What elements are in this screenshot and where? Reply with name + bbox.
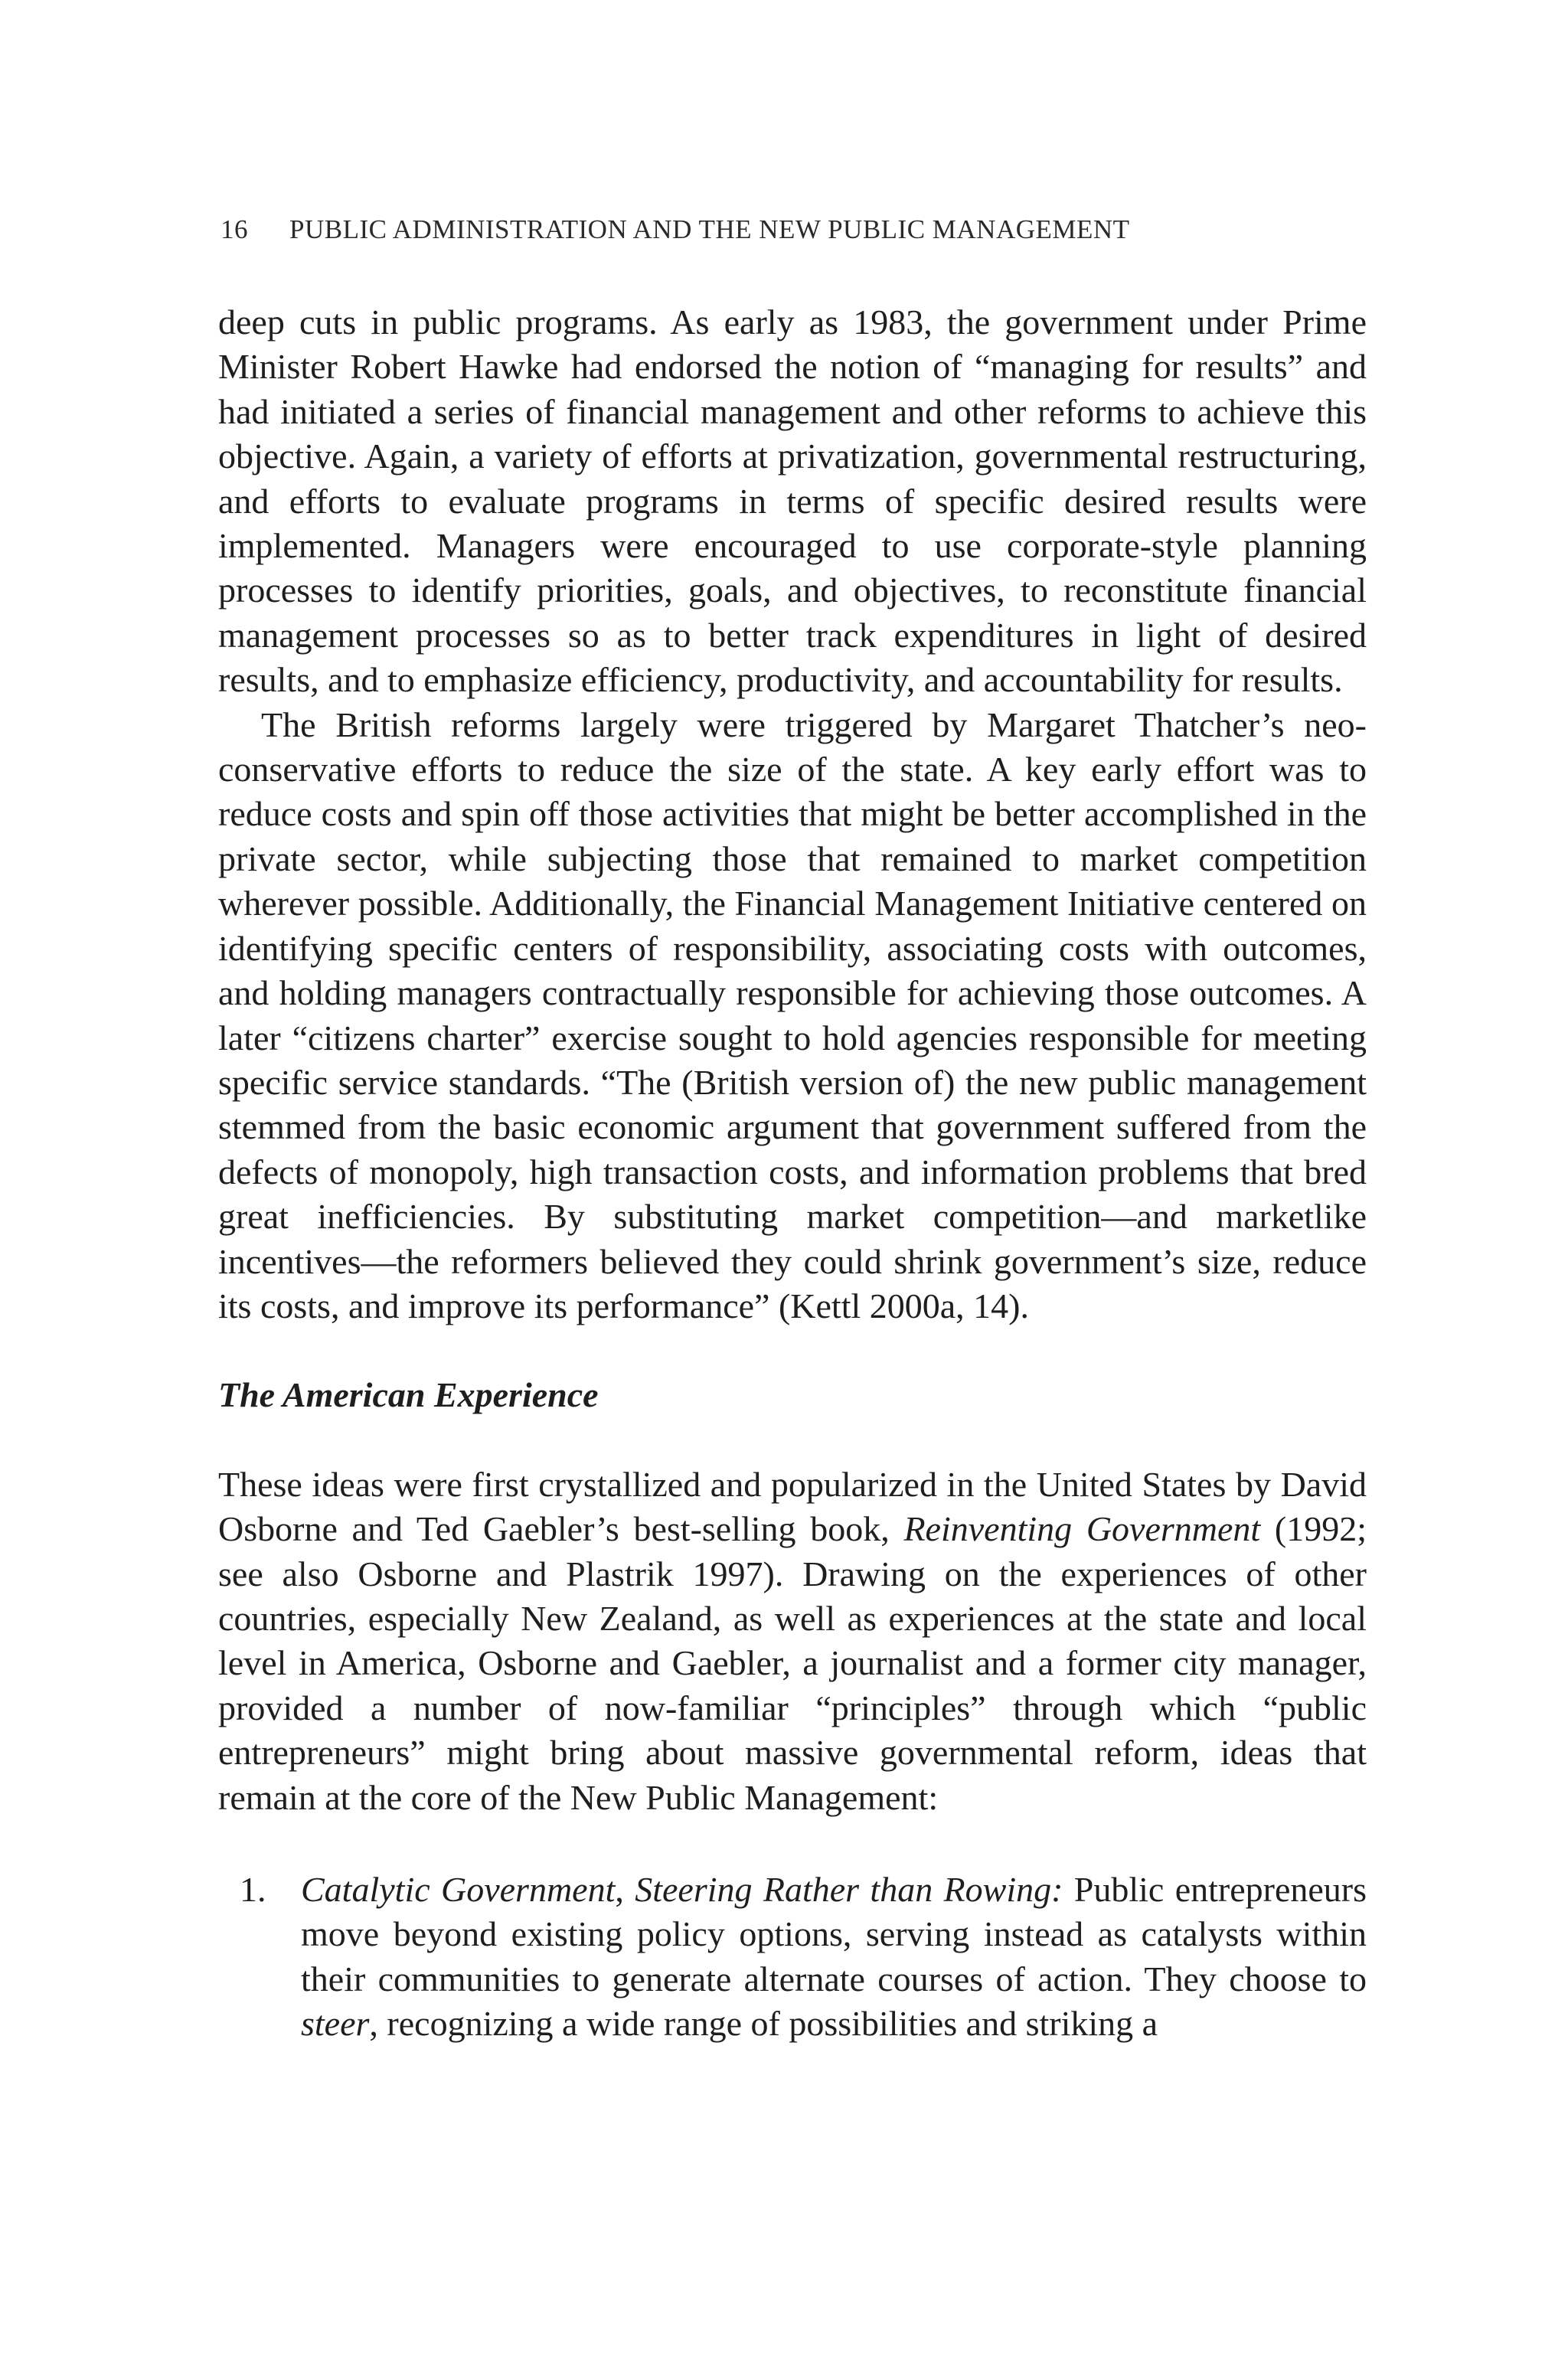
principle-description: Public entrepreneurs move beyond existing policy options, serving instead as catalysts within their communities to generate alternate courses of action. They choose to: [301, 1870, 1367, 1998]
body-text: [218, 300, 1367, 2047]
paragraph-text: (1992; see also Osborne and Plastrik 1997). Drawing on the experiences of other countries, especially New Zealand, as well as experiences at the state and local level in America, Osborne and Gaebler, a journalist and a former city manager, provided a number of now-familiar “principles” through which “public entrepreneurs” might bring about massive governmental reform, ideas that remain at the core of the New Public Management:: [218, 1509, 1367, 1817]
principle-text: [301, 1868, 1367, 2047]
principles-list: [218, 1868, 1367, 2047]
paragraph-australian-reforms: deep cuts in public programs. As early as 1983, the government under Prime Minister Robert Hawke had endorsed the notion of “managing for results” and had initiated a series of financial management and other reforms to achieve this objective. Again, a variety of efforts at privatization, governmental restructuring, and efforts to evaluate programs in terms of specific desired results were implemented. Managers were encouraged to use corporate-style planning processes to identify priorities, goals, and objectives, to reconstitute financial management processes so as to better track expenditures in light of desired results, and to emphasize efficiency, productivity, and accountability for results.: [218, 302, 1367, 700]
running-title: PUBLIC ADMINISTRATION AND THE NEW PUBLIC MANAGEMENT: [289, 214, 1130, 244]
principle-title: Catalytic Government: [301, 1870, 616, 1909]
page-number: 16: [220, 214, 248, 244]
book-title: Reinventing Government: [903, 1509, 1261, 1549]
paragraph-american-experience: [218, 1462, 1367, 1820]
list-number: 1.: [240, 1870, 266, 1909]
running-head: [220, 213, 1369, 247]
title-separator: ,: [615, 1870, 635, 1909]
principle-item: [218, 1868, 1367, 2047]
paragraph-british-reforms: The British reforms largely were triggered by Margaret Thatcher’s neoconservative efforts to reduce the size of the state. A key early effort was to reduce costs and spin off those activities that might be better accomplished in the private sector, while subjecting those that remained to market competition wherever possible. Additionally, the Financial Management Initiative centered on identifying specific centers of responsibility, associating costs with outcomes, and holding managers contractually responsible for achieving those outcomes. A later “citizens charter” exercise sought to hold agencies responsible for meeting specific service standards. “The (British version of) the new public management stemmed from the basic economic argument that government suffered from the defects of monopoly, high transaction costs, and information problems that bred great inefficiencies. By substituting market competition—and marketlike incentives—the reformers believed they could shrink government’s size, reduce its costs, and improve its performance” (Kettl 2000a, 14).: [218, 704, 1367, 1325]
principle-subtitle: Steering Rather than Rowing:: [635, 1870, 1063, 1909]
section-heading: The American Experience: [218, 1375, 599, 1415]
emphasis-word: steer: [301, 2004, 370, 2044]
paragraph-text: These ideas were first crystallized and popularized in the United States by David Osborne and Ted Gaebler’s best-selling book,: [218, 1464, 1367, 1549]
principle-description-continued: , recognizing a wide range of possibilities and striking a: [369, 2004, 1158, 2044]
